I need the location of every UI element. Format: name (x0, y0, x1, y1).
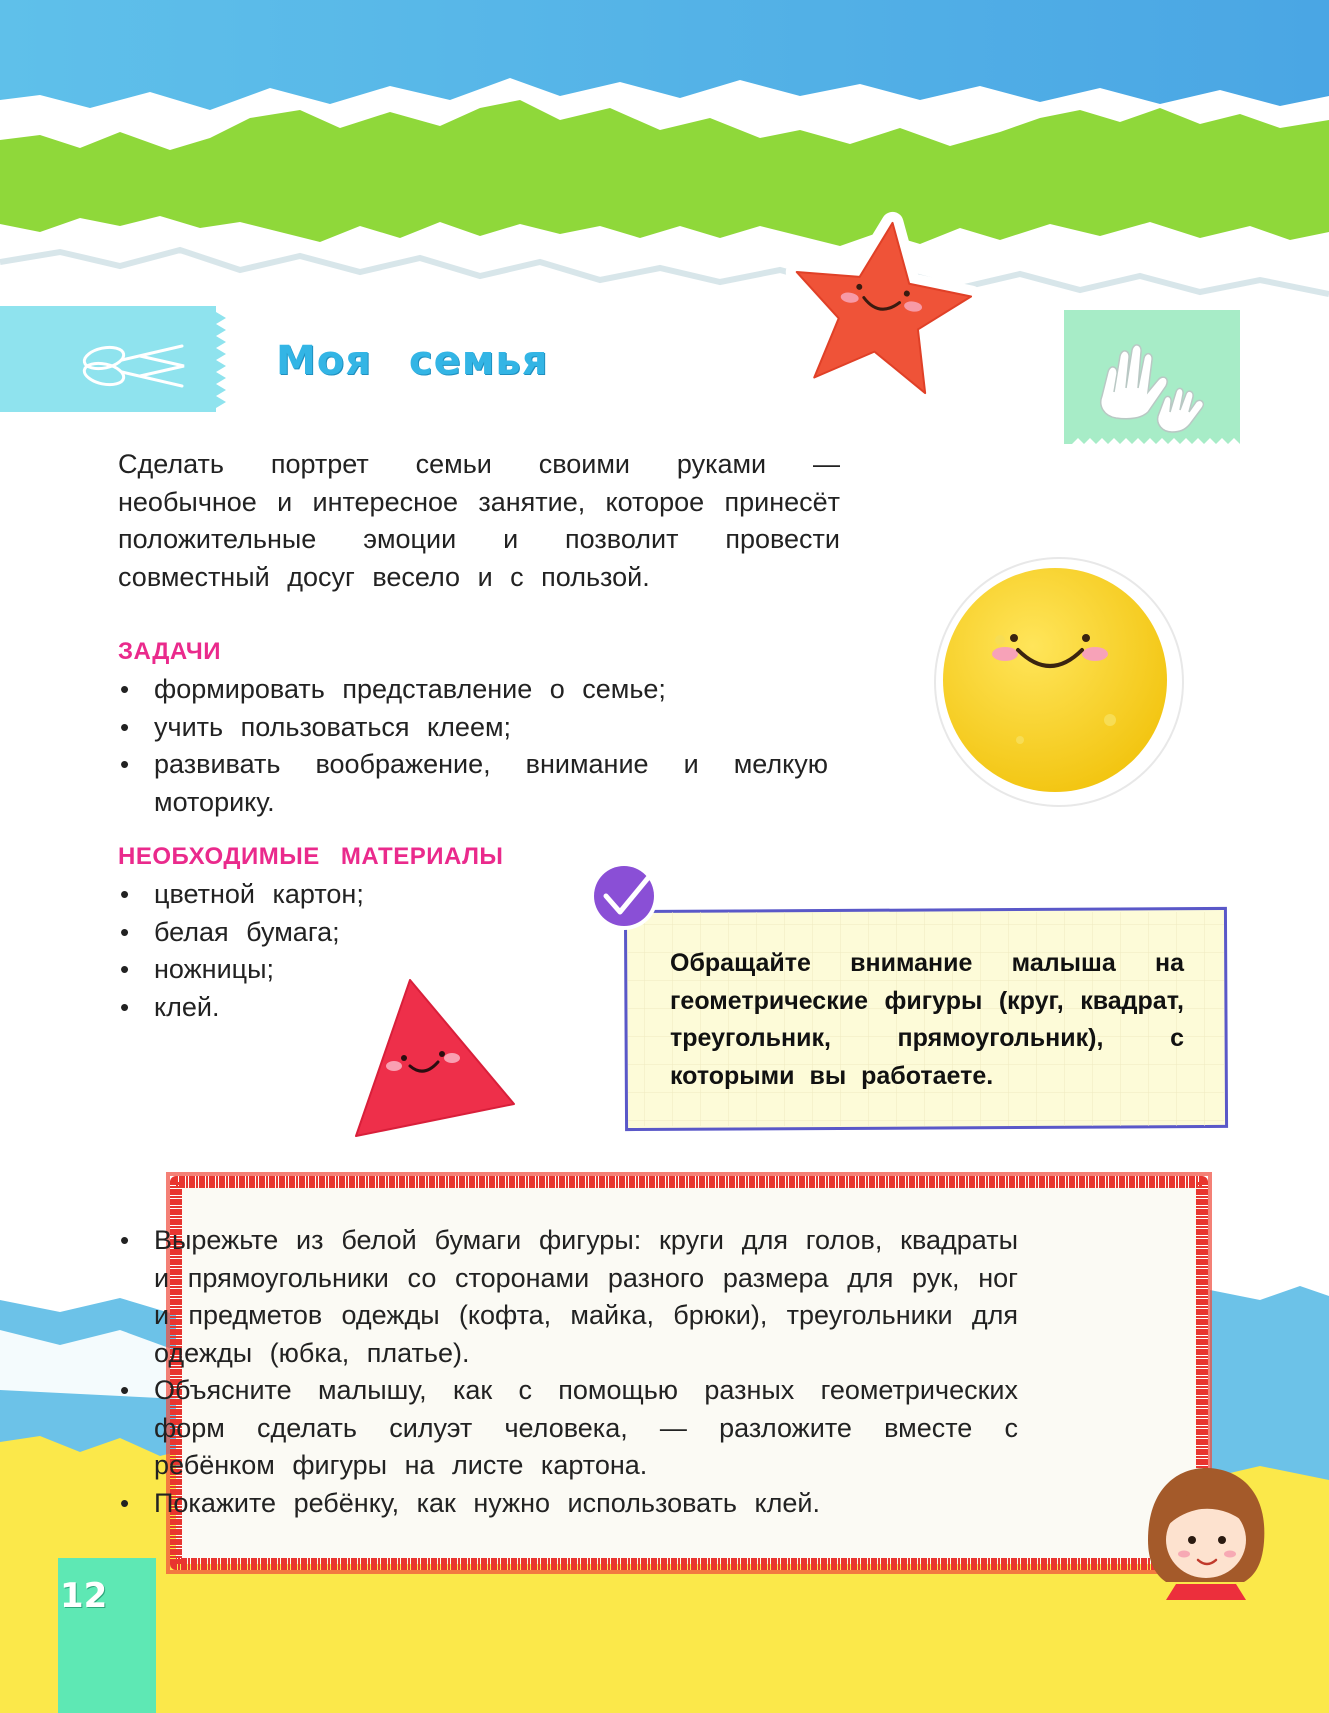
hands-tab (1064, 310, 1240, 444)
list-item: • клей. (118, 989, 518, 1027)
list-item: • цветной картон; (118, 876, 518, 914)
list-item: • развивать воображение, внимание и мелкую моторику. (118, 746, 828, 821)
page-number: 12 (60, 1576, 108, 1616)
checkmark-icon (590, 862, 658, 930)
list-item: • формировать представление о семье; (118, 671, 828, 709)
tasks-list (118, 671, 828, 821)
steps-list (118, 1222, 1018, 1522)
materials-list (118, 876, 518, 1026)
title-tab (0, 306, 226, 412)
list-item: • Объясните малышу, как с помощью разных геометрических форм сделать силуэт человека, — разложите вместе с ребёнком фигуры на листе картона. (118, 1372, 1018, 1485)
intro-paragraph: Сделать портрет семьи своими руками — необычное и интересное занятие, которое принесёт положительные эмоции и позволит провести совместный досуг весело и с пользой. (118, 449, 840, 592)
note-text: Обращайте внимание малыша на геометрические фигуры (круг, квадрат, треугольник, прямоугольник), с которыми вы работаете. (670, 949, 1184, 1090)
list-item: • белая бумага; (118, 914, 518, 952)
sun-character (935, 558, 1183, 806)
tasks-heading: ЗАДАЧИ (118, 638, 221, 665)
list-item: • Покажите ребёнку, как нужно использовать клей. (118, 1485, 1018, 1523)
materials-heading: НЕОБХОДИМЫЕ МАТЕРИАЛЫ (118, 843, 504, 870)
list-item: • учить пользоваться клеем; (118, 709, 828, 747)
list-item: • ножницы; (118, 951, 518, 989)
page-title: Моя семья (276, 338, 549, 384)
list-item: • Вырежьте из белой бумаги фигуры: круги для голов, квадраты и прямоугольники со сторонами разного размера для рук, ног и предметов одежды (кофта, майка, брюки), треугольники для одежды (юбка, платье). (118, 1222, 1018, 1372)
